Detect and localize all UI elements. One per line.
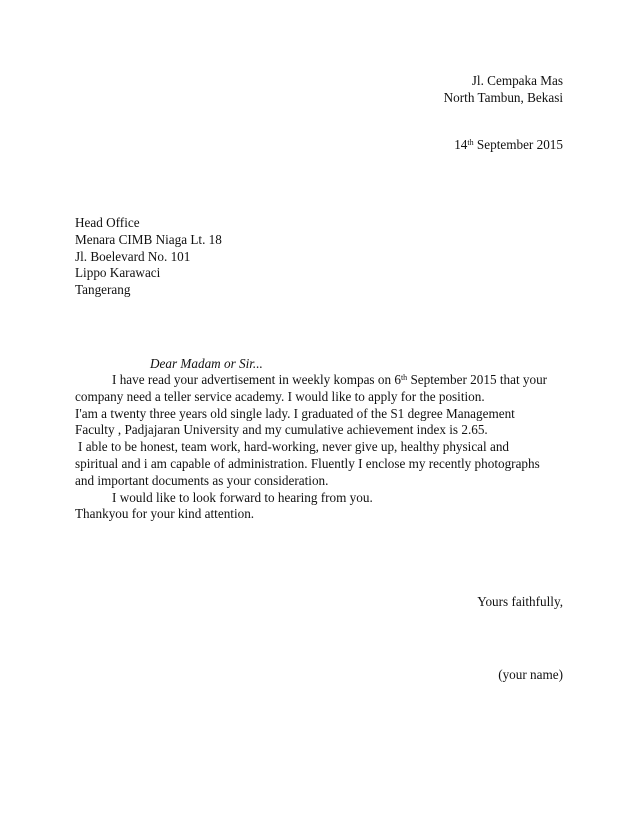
signature [498,667,563,684]
body-line: I able to be honest, team work, hard-working, never give up, healthy physical and [78,439,510,455]
recipient-line: Tangerang [75,282,131,298]
sender-city: North Tambun, Bekasi [443,89,563,105]
body-line: spiritual and i am capable of administration. Fluently I enclose my recently photographs [75,455,540,471]
body-line: I have read your advertisement in weekly kompas on 6th September 2015 that your [112,372,548,387]
recipient-line: Lippo Karawaci [75,265,161,281]
sender-address [444,73,563,107]
recipient-line: Head Office [75,215,140,230]
date-suffix: th [467,138,474,147]
letter-date [454,137,563,154]
recipient-line: Menara CIMB Niaga Lt. 18 [75,231,222,247]
closing-text: Yours faithfully, [477,594,563,609]
recipient-address [75,215,222,299]
body-line: Faculty , Padjajaran University and my cumulative achievement index is 2.65. [75,422,488,438]
body-line: and important documents as your consideration. [75,472,329,488]
body-line: Thankyou for your kind attention. [75,506,255,522]
body-line: I'am a twenty three years old single lady. I graduated of the S1 degree Management [75,405,515,421]
closing [477,594,563,611]
signature-name: (your name) [498,667,563,682]
recipient-line: Jl. Boelevard No. 101 [75,248,191,264]
letter-body [75,372,565,523]
date-rest: September 2015 [473,137,563,152]
salutation: Dear Madam or Sir... [150,356,263,371]
body-line: I would like to look forward to hearing from you. [112,489,373,505]
body-line: company need a teller service academy. I would like to apply for the position. [75,388,485,404]
date-day: 14 [454,137,468,152]
sender-street: Jl. Cempaka Mas [471,73,563,88]
